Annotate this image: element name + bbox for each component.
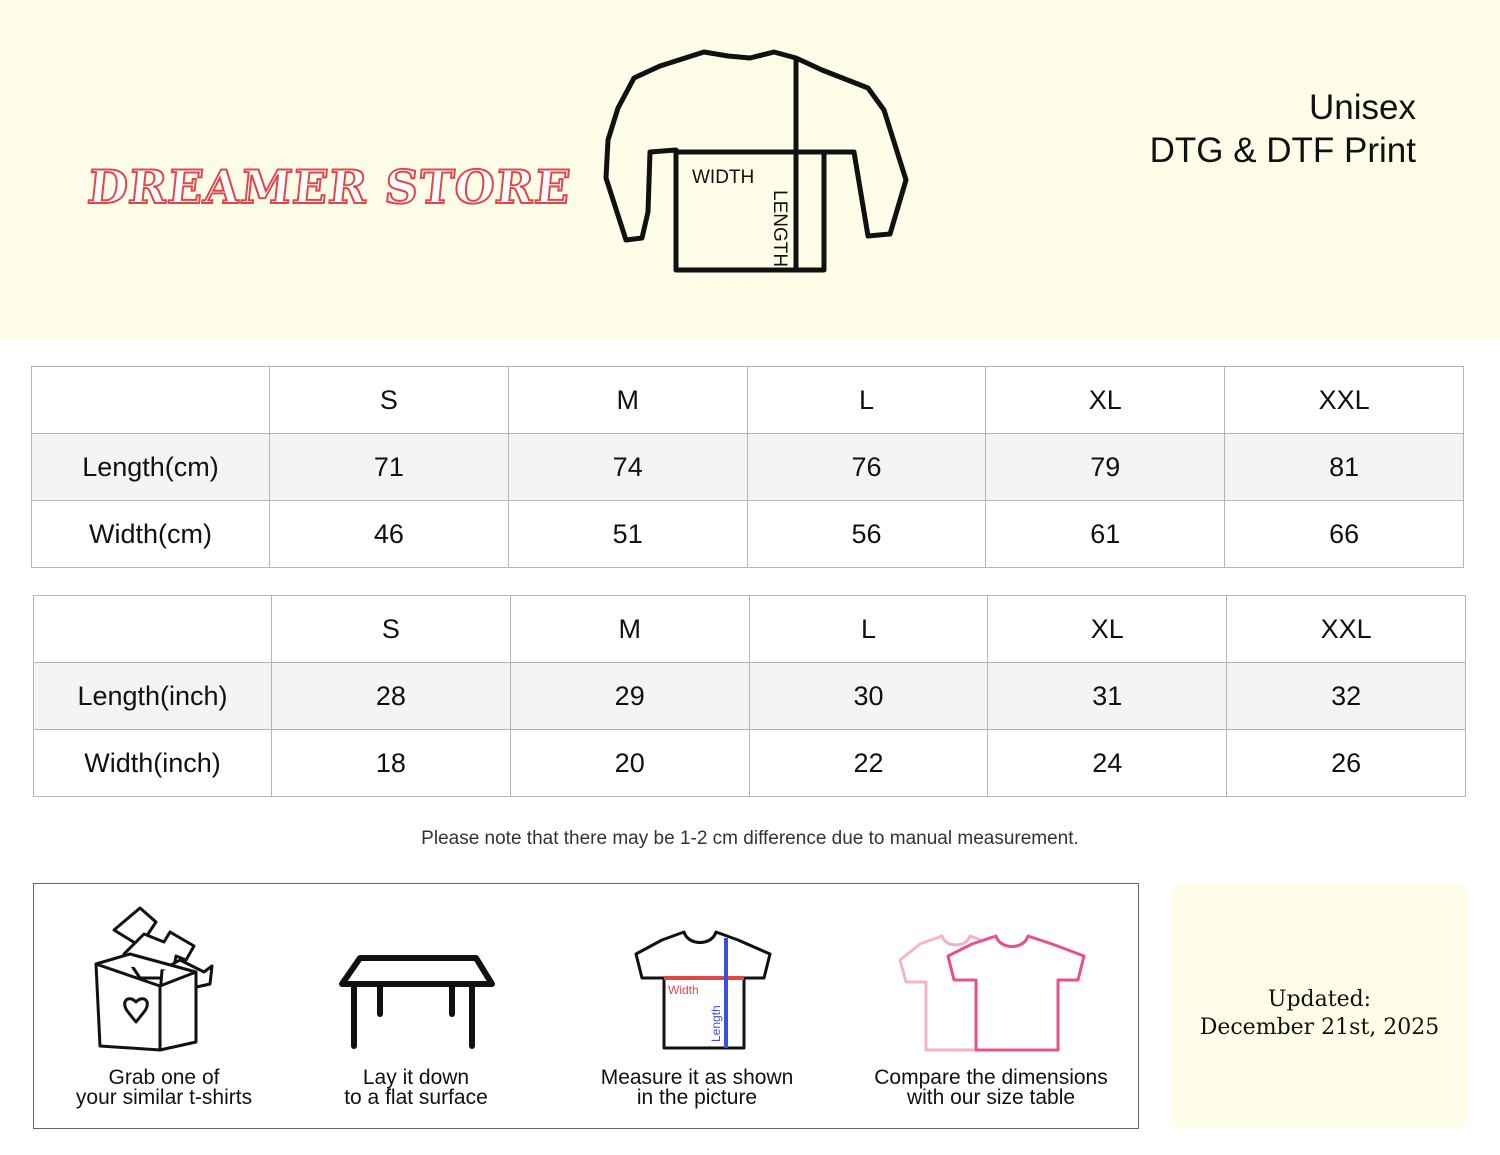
tshirt-measure-icon — [574, 902, 820, 1052]
step-measure — [574, 884, 820, 1128]
step-caption — [574, 1068, 820, 1108]
step-caption-line: your similar t-shirts — [75, 1086, 253, 1109]
step-caption — [44, 1068, 284, 1108]
measuring-steps-panel — [33, 883, 1139, 1129]
table-cell: 79 — [986, 434, 1225, 501]
step-grab — [44, 884, 284, 1128]
title-line-2: DTG & DTF Print — [1149, 131, 1416, 170]
row-label: Width(cm) — [32, 501, 270, 568]
size-header: XL — [986, 367, 1225, 434]
header-banner — [0, 0, 1500, 340]
step-caption-line: Measure it as shown — [600, 1066, 794, 1089]
table-row — [32, 501, 1464, 568]
table-cell: 81 — [1225, 434, 1464, 501]
size-table-cm — [31, 366, 1464, 568]
width-label: WIDTH — [692, 167, 755, 188]
table-row — [34, 663, 1466, 730]
header-row — [34, 596, 1466, 663]
table-cell: 22 — [749, 730, 988, 797]
corner-cell — [34, 596, 272, 663]
table-cell: 61 — [986, 501, 1225, 568]
table-cell: 28 — [272, 663, 511, 730]
updated-date: December 21st, 2025 — [1199, 1015, 1440, 1040]
step-caption-line: Compare the dimensions — [874, 1066, 1108, 1089]
step-caption — [854, 1068, 1128, 1108]
table-row — [34, 730, 1466, 797]
clothes-box-icon — [44, 902, 284, 1052]
table-cell: 76 — [747, 434, 986, 501]
row-label: Length(cm) — [32, 434, 270, 501]
size-header: XXL — [1227, 596, 1466, 663]
size-header: XXL — [1225, 367, 1464, 434]
measurement-note: Please note that there may be 1-2 cm difference due to manual measurement. — [421, 828, 1079, 849]
two-tshirts-icon — [854, 902, 1128, 1052]
table-row — [32, 434, 1464, 501]
size-header: S — [272, 596, 511, 663]
updated-text — [1172, 986, 1467, 1042]
table-cell: 74 — [508, 434, 747, 501]
product-title — [1150, 86, 1416, 172]
row-label: Length(inch) — [34, 663, 272, 730]
step-caption — [304, 1068, 528, 1108]
store-logo: DREAMER STORE — [85, 160, 574, 214]
length-label: LENGTH — [769, 190, 790, 268]
row-label: Width(inch) — [34, 730, 272, 797]
table-cell: 26 — [1227, 730, 1466, 797]
table-cell: 51 — [508, 501, 747, 568]
step-compare — [854, 884, 1128, 1128]
corner-cell — [32, 367, 270, 434]
step-caption-line: to a flat surface — [344, 1086, 488, 1109]
header-row — [32, 367, 1464, 434]
size-header: M — [508, 367, 747, 434]
step-caption-line: with our size table — [906, 1086, 1076, 1109]
table-cell: 24 — [988, 730, 1227, 797]
table-cell: 29 — [510, 663, 749, 730]
updated-label: Updated: — [1267, 987, 1372, 1012]
table-cell: 66 — [1225, 501, 1464, 568]
table-cell: 30 — [749, 663, 988, 730]
size-header: XL — [988, 596, 1227, 663]
updated-box — [1172, 884, 1467, 1128]
step-caption-line: Grab one of — [108, 1066, 220, 1089]
title-line-1: Unisex — [1309, 88, 1416, 127]
size-header: S — [270, 367, 509, 434]
table-cell: 32 — [1227, 663, 1466, 730]
table-cell: 71 — [270, 434, 509, 501]
step-caption-line: Lay it down — [362, 1066, 470, 1089]
size-table-inch — [33, 595, 1466, 797]
size-header: M — [510, 596, 749, 663]
sweater-diagram-icon — [600, 48, 912, 284]
table-icon — [304, 902, 528, 1052]
table-cell: 31 — [988, 663, 1227, 730]
table-cell: 18 — [272, 730, 511, 797]
size-header: L — [749, 596, 988, 663]
table-cell: 56 — [747, 501, 986, 568]
table-cell: 20 — [510, 730, 749, 797]
table-cell: 46 — [270, 501, 509, 568]
length-label: Length — [709, 1005, 723, 1042]
width-label: Width — [668, 983, 699, 997]
size-header: L — [747, 367, 986, 434]
step-caption-line: in the picture — [636, 1086, 758, 1109]
step-lay — [304, 884, 528, 1128]
